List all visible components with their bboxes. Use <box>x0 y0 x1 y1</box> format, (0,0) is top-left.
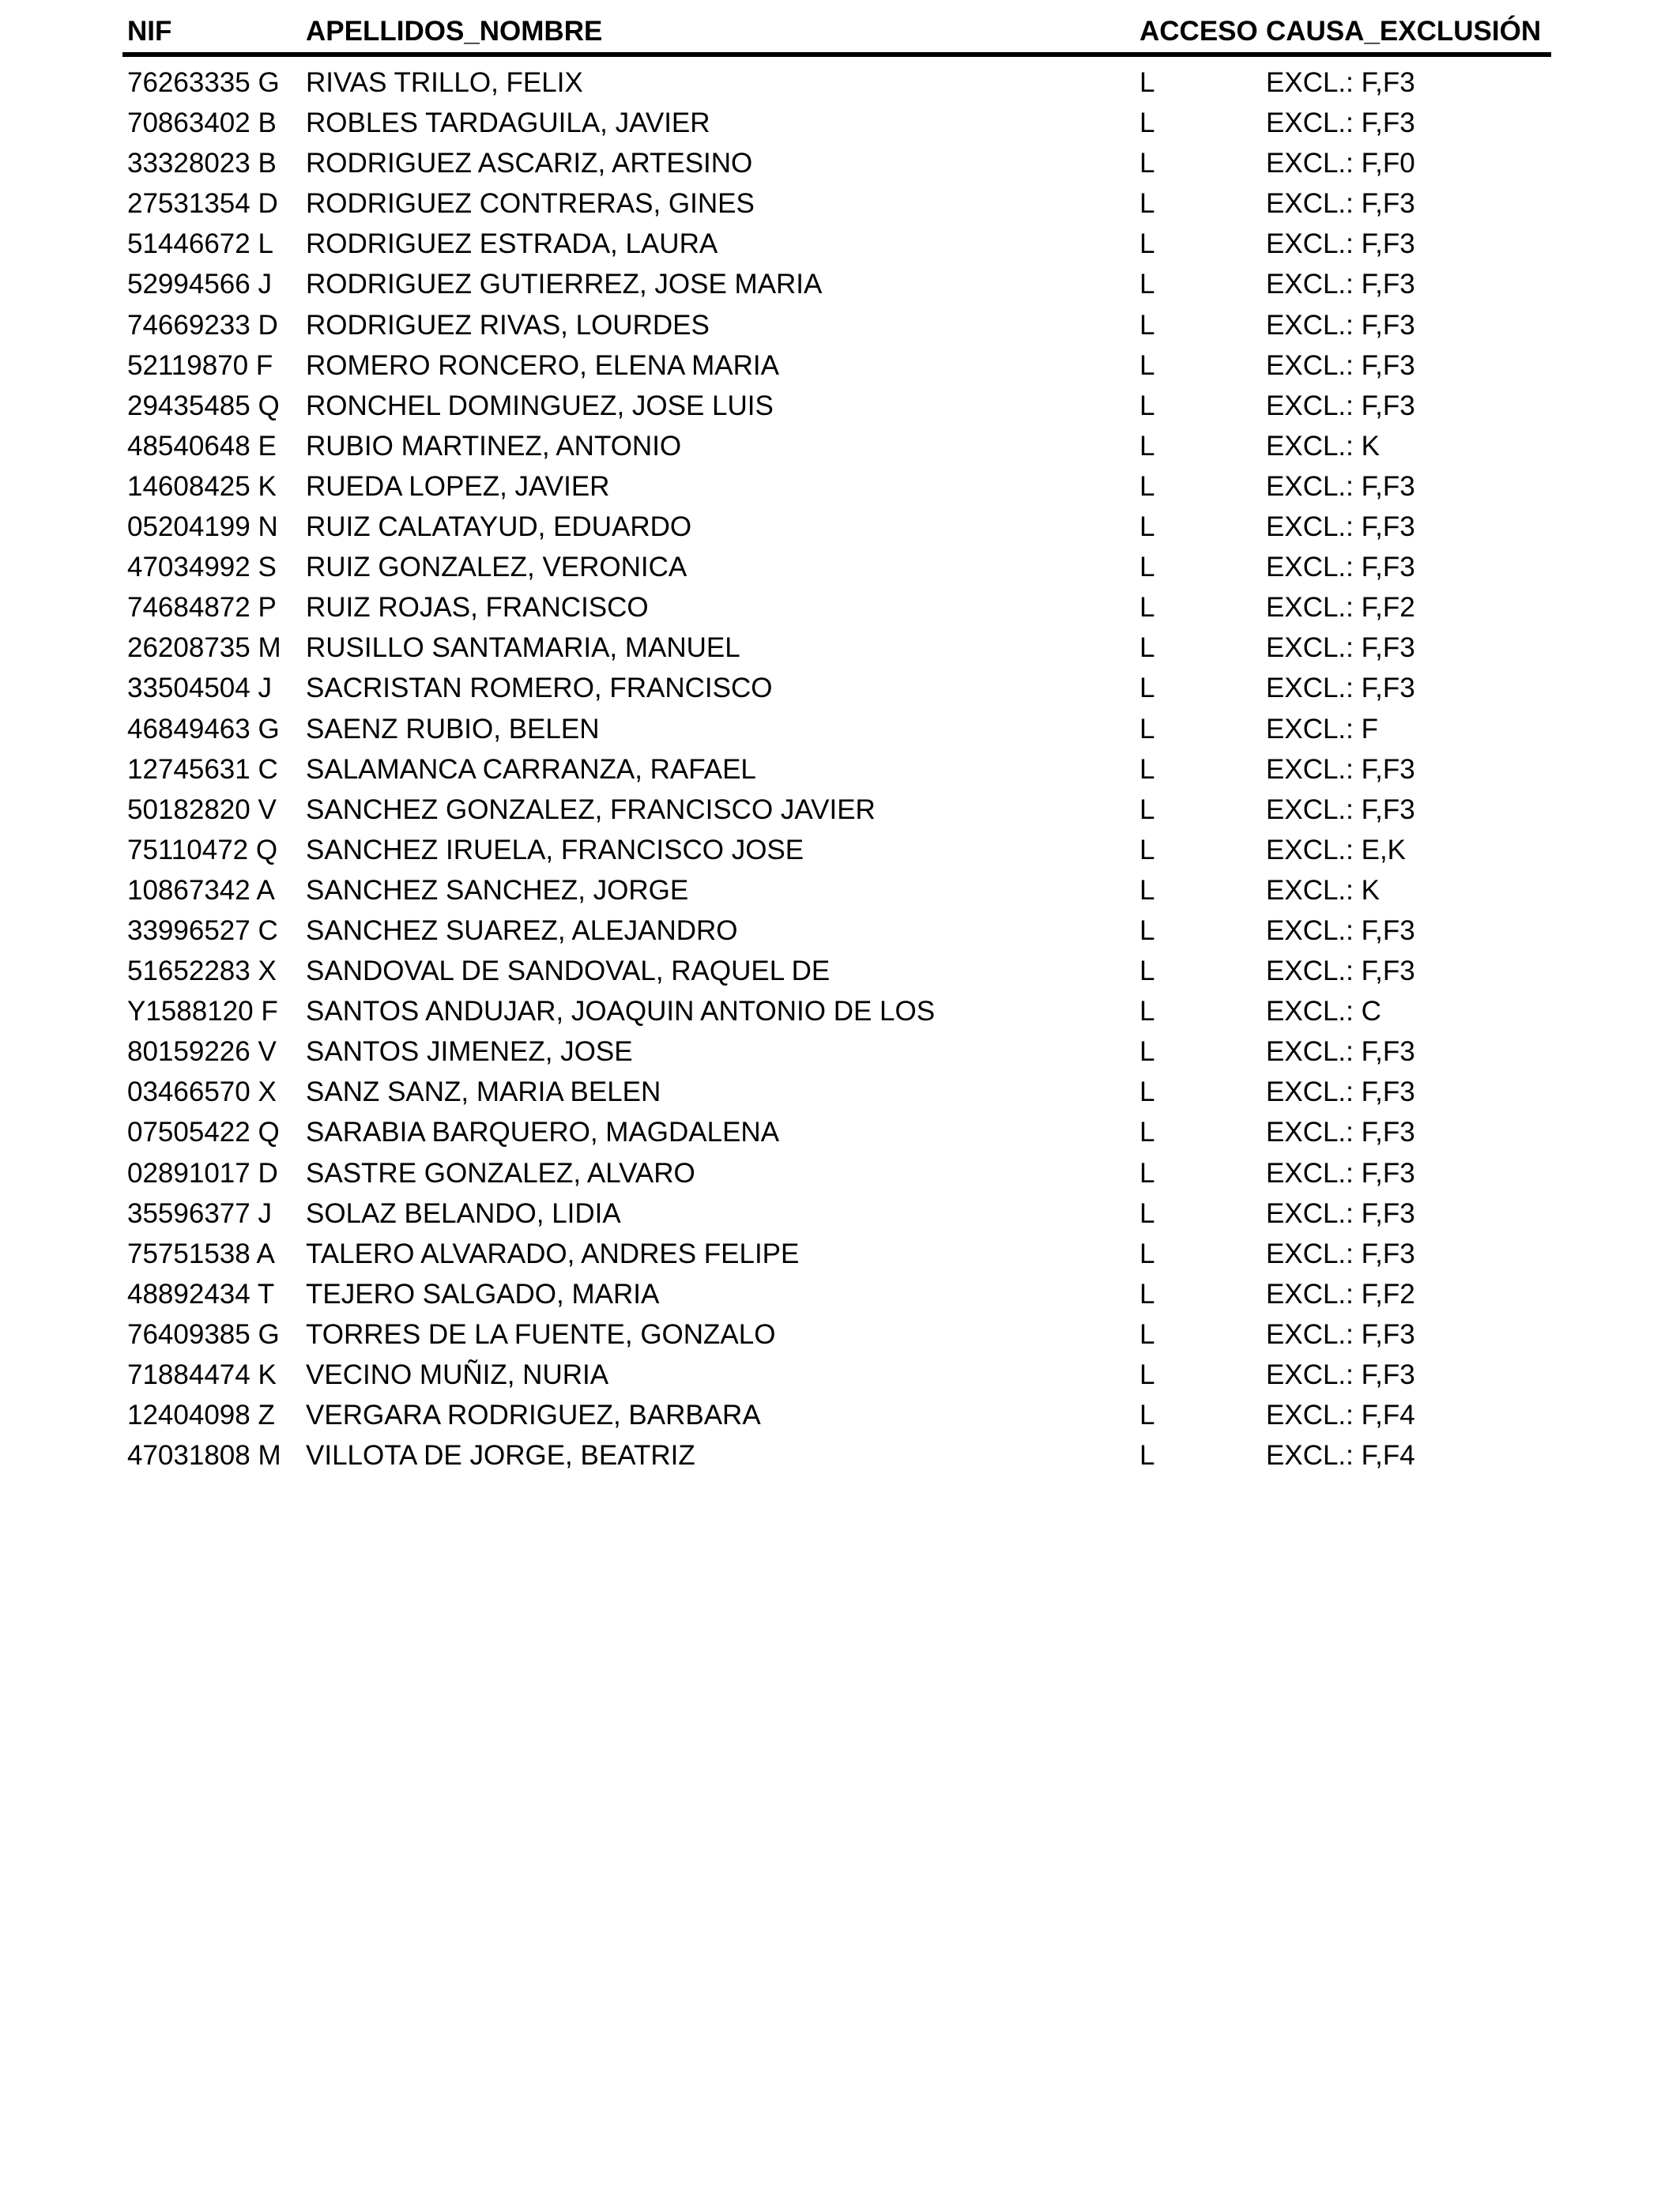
cell-causa-exclusion: EXCL.: F,F3 <box>1266 188 1415 220</box>
cell-causa-exclusion: EXCL.: C <box>1266 996 1381 1027</box>
cell-nif: 33504504 J <box>127 673 272 704</box>
cell-apellidos-nombre: VECINO MUÑIZ, NURIA <box>306 1359 609 1390</box>
cell-apellidos-nombre: RIVAS TRILLO, FELIX <box>306 67 583 98</box>
cell-acceso: L <box>1139 309 1155 341</box>
cell-acceso: L <box>1139 552 1155 583</box>
cell-nif: 48540648 E <box>127 430 277 462</box>
cell-acceso: L <box>1139 1157 1155 1189</box>
cell-apellidos-nombre: SANCHEZ IRUELA, FRANCISCO JOSE <box>306 834 804 865</box>
cell-acceso: L <box>1139 67 1155 98</box>
cell-causa-exclusion: EXCL.: F,F3 <box>1266 1197 1415 1229</box>
cell-acceso: L <box>1139 228 1155 260</box>
cell-acceso: L <box>1139 996 1155 1027</box>
cell-nif: 70863402 B <box>127 107 277 139</box>
cell-apellidos-nombre: RUBIO MARTINEZ, ANTONIO <box>306 430 682 462</box>
cell-nif: 14608425 K <box>127 470 277 502</box>
cell-apellidos-nombre: RODRIGUEZ GUTIERREZ, JOSE MARIA <box>306 269 823 300</box>
cell-apellidos-nombre: ROBLES TARDAGUILA, JAVIER <box>306 107 710 139</box>
cell-apellidos-nombre: SANDOVAL DE SANDOVAL, RAQUEL DE <box>306 956 831 987</box>
cell-causa-exclusion: EXCL.: F,F3 <box>1266 349 1415 381</box>
cell-nif: 52994566 J <box>127 269 272 300</box>
table-row <box>122 1072 1551 1112</box>
cell-causa-exclusion: EXCL.: F,F3 <box>1266 1036 1415 1068</box>
cell-acceso: L <box>1139 1278 1155 1310</box>
cell-acceso: L <box>1139 1440 1155 1472</box>
cell-causa-exclusion: EXCL.: F,F2 <box>1266 1278 1415 1310</box>
cell-acceso: L <box>1139 713 1155 745</box>
table-row <box>122 587 1551 628</box>
cell-causa-exclusion: EXCL.: F,F3 <box>1266 470 1415 502</box>
header-apellidos-nombre: APELLIDOS_NOMBRE <box>306 16 603 47</box>
table-row <box>122 709 1551 749</box>
cell-causa-exclusion: EXCL.: F,F3 <box>1266 552 1415 583</box>
cell-nif: 80159226 V <box>127 1036 277 1068</box>
cell-apellidos-nombre: VERGARA RODRIGUEZ, BARBARA <box>306 1400 761 1431</box>
cell-apellidos-nombre: RODRIGUEZ ESTRADA, LAURA <box>306 228 718 260</box>
cell-acceso: L <box>1139 834 1155 865</box>
table-row <box>122 1274 1551 1314</box>
cell-nif: 74669233 D <box>127 309 278 341</box>
table-row <box>122 790 1551 830</box>
cell-acceso: L <box>1139 632 1155 664</box>
cell-causa-exclusion: EXCL.: K <box>1266 874 1380 906</box>
cell-apellidos-nombre: RUIZ CALATAYUD, EDUARDO <box>306 511 692 543</box>
cell-causa-exclusion: EXCL.: F,F3 <box>1266 1117 1415 1148</box>
cell-causa-exclusion: EXCL.: F,F3 <box>1266 269 1415 300</box>
cell-nif: 52119870 F <box>127 349 273 381</box>
cell-acceso: L <box>1139 753 1155 785</box>
cell-acceso: L <box>1139 673 1155 704</box>
cell-causa-exclusion: EXCL.: F,F3 <box>1266 67 1415 98</box>
cell-apellidos-nombre: SARABIA BARQUERO, MAGDALENA <box>306 1117 780 1148</box>
cell-acceso: L <box>1139 511 1155 543</box>
cell-causa-exclusion: EXCL.: F,F3 <box>1266 1238 1415 1269</box>
cell-acceso: L <box>1139 914 1155 946</box>
cell-causa-exclusion: EXCL.: E,K <box>1266 834 1407 865</box>
table-row <box>122 830 1551 870</box>
table-row <box>122 1234 1551 1274</box>
cell-nif: 33328023 B <box>127 148 277 179</box>
table-row <box>122 1112 1551 1152</box>
table-body <box>122 57 1551 1476</box>
header-acceso: ACCESO <box>1139 16 1258 47</box>
cell-apellidos-nombre: TORRES DE LA FUENTE, GONZALO <box>306 1318 776 1350</box>
cell-nif: 74684872 P <box>127 592 277 624</box>
cell-causa-exclusion: EXCL.: F,F3 <box>1266 511 1415 543</box>
cell-causa-exclusion: EXCL.: F <box>1266 713 1378 745</box>
cell-causa-exclusion: EXCL.: F,F2 <box>1266 592 1415 624</box>
cell-acceso: L <box>1139 1036 1155 1068</box>
cell-apellidos-nombre: SANTOS JIMENEZ, JOSE <box>306 1036 633 1068</box>
cell-apellidos-nombre: VILLOTA DE JORGE, BEATRIZ <box>306 1440 695 1472</box>
cell-nif: 29435485 Q <box>127 390 280 421</box>
cell-apellidos-nombre: RODRIGUEZ ASCARIZ, ARTESINO <box>306 148 753 179</box>
cell-acceso: L <box>1139 1318 1155 1350</box>
cell-apellidos-nombre: ROMERO RONCERO, ELENA MARIA <box>306 349 779 381</box>
cell-causa-exclusion: EXCL.: F,F3 <box>1266 390 1415 421</box>
cell-acceso: L <box>1139 269 1155 300</box>
cell-acceso: L <box>1139 874 1155 906</box>
cell-acceso: L <box>1139 107 1155 139</box>
cell-causa-exclusion: EXCL.: F,F3 <box>1266 1359 1415 1390</box>
cell-nif: 10867342 A <box>127 874 275 906</box>
cell-nif: 35596377 J <box>127 1197 272 1229</box>
cell-causa-exclusion: EXCL.: F,F3 <box>1266 673 1415 704</box>
cell-causa-exclusion: EXCL.: K <box>1266 430 1380 462</box>
cell-apellidos-nombre: RUEDA LOPEZ, JAVIER <box>306 470 610 502</box>
cell-causa-exclusion: EXCL.: F,F3 <box>1266 914 1415 946</box>
cell-nif: Y1588120 F <box>127 996 278 1027</box>
table-row <box>122 345 1551 386</box>
cell-nif: 71884474 K <box>127 1359 277 1390</box>
cell-causa-exclusion: EXCL.: F,F3 <box>1266 1076 1415 1108</box>
cell-causa-exclusion: EXCL.: F,F3 <box>1266 107 1415 139</box>
cell-nif: 12404098 Z <box>127 1400 275 1431</box>
cell-nif: 51652283 X <box>127 956 277 987</box>
cell-nif: 75751538 A <box>127 1238 275 1269</box>
table-row <box>122 103 1551 143</box>
table-row <box>122 143 1551 183</box>
table-row <box>122 991 1551 1031</box>
table-row <box>122 183 1551 224</box>
cell-causa-exclusion: EXCL.: F,F3 <box>1266 753 1415 785</box>
cell-causa-exclusion: EXCL.: F,F4 <box>1266 1440 1415 1472</box>
cell-apellidos-nombre: SASTRE GONZALEZ, ALVARO <box>306 1157 695 1189</box>
cell-acceso: L <box>1139 470 1155 502</box>
table-row <box>122 386 1551 426</box>
cell-causa-exclusion: EXCL.: F,F4 <box>1266 1400 1415 1431</box>
cell-apellidos-nombre: SANTOS ANDUJAR, JOAQUIN ANTONIO DE LOS <box>306 996 936 1027</box>
table-row <box>122 628 1551 668</box>
table-row <box>122 1435 1551 1476</box>
cell-apellidos-nombre: SACRISTAN ROMERO, FRANCISCO <box>306 673 773 704</box>
cell-nif: 02891017 D <box>127 1157 278 1189</box>
cell-apellidos-nombre: SAENZ RUBIO, BELEN <box>306 713 600 745</box>
table-row <box>122 264 1551 304</box>
cell-apellidos-nombre: TALERO ALVARADO, ANDRES FELIPE <box>306 1238 800 1269</box>
cell-apellidos-nombre: RODRIGUEZ CONTRERAS, GINES <box>306 188 755 220</box>
cell-acceso: L <box>1139 1359 1155 1390</box>
cell-nif: 33996527 C <box>127 914 278 946</box>
cell-acceso: L <box>1139 592 1155 624</box>
cell-apellidos-nombre: SANZ SANZ, MARIA BELEN <box>306 1076 661 1108</box>
table-row <box>122 507 1551 547</box>
table-row <box>122 466 1551 507</box>
table-header <box>122 11 1551 57</box>
cell-apellidos-nombre: TEJERO SALGADO, MARIA <box>306 1278 660 1310</box>
cell-nif: 07505422 Q <box>127 1117 280 1148</box>
cell-apellidos-nombre: RUIZ GONZALEZ, VERONICA <box>306 552 687 583</box>
header-causa-exclusion: CAUSA_EXCLUSIÓN <box>1266 16 1542 47</box>
table-row <box>122 1314 1551 1355</box>
cell-acceso: L <box>1139 1400 1155 1431</box>
table-row <box>122 870 1551 910</box>
cell-acceso: L <box>1139 148 1155 179</box>
table-row <box>122 426 1551 466</box>
cell-causa-exclusion: EXCL.: F,F3 <box>1266 228 1415 260</box>
cell-apellidos-nombre: SANCHEZ GONZALEZ, FRANCISCO JAVIER <box>306 794 876 825</box>
cell-nif: 76409385 G <box>127 1318 280 1350</box>
cell-causa-exclusion: EXCL.: F,F3 <box>1266 956 1415 987</box>
cell-acceso: L <box>1139 794 1155 825</box>
cell-acceso: L <box>1139 956 1155 987</box>
cell-apellidos-nombre: RONCHEL DOMINGUEZ, JOSE LUIS <box>306 390 774 421</box>
cell-nif: 05204199 N <box>127 511 278 543</box>
table-row <box>122 224 1551 264</box>
table-row <box>122 951 1551 991</box>
cell-acceso: L <box>1139 390 1155 421</box>
table-row <box>122 1355 1551 1395</box>
table-row <box>122 910 1551 951</box>
table-row <box>122 1153 1551 1193</box>
cell-nif: 47034992 S <box>127 552 277 583</box>
cell-apellidos-nombre: RUIZ ROJAS, FRANCISCO <box>306 592 649 624</box>
cell-nif: 46849463 G <box>127 713 280 745</box>
cell-causa-exclusion: EXCL.: F,F3 <box>1266 1318 1415 1350</box>
cell-acceso: L <box>1139 349 1155 381</box>
table-row <box>122 305 1551 345</box>
cell-nif: 50182820 V <box>127 794 277 825</box>
cell-apellidos-nombre: RUSILLO SANTAMARIA, MANUEL <box>306 632 740 664</box>
cell-causa-exclusion: EXCL.: F,F3 <box>1266 794 1415 825</box>
cell-nif: 51446672 L <box>127 228 273 260</box>
cell-acceso: L <box>1139 1117 1155 1148</box>
cell-apellidos-nombre: SANCHEZ SUAREZ, ALEJANDRO <box>306 914 738 946</box>
cell-acceso: L <box>1139 1076 1155 1108</box>
header-nif: NIF <box>127 16 172 47</box>
cell-acceso: L <box>1139 1238 1155 1269</box>
cell-nif: 03466570 X <box>127 1076 277 1108</box>
cell-acceso: L <box>1139 430 1155 462</box>
cell-nif: 12745631 C <box>127 753 278 785</box>
table-row <box>122 668 1551 708</box>
cell-apellidos-nombre: SALAMANCA CARRANZA, RAFAEL <box>306 753 756 785</box>
cell-apellidos-nombre: SANCHEZ SANCHEZ, JORGE <box>306 874 689 906</box>
cell-apellidos-nombre: SOLAZ BELANDO, LIDIA <box>306 1197 621 1229</box>
cell-acceso: L <box>1139 188 1155 220</box>
table-row <box>122 62 1551 103</box>
exclusion-table <box>122 11 1551 1476</box>
cell-apellidos-nombre: RODRIGUEZ RIVAS, LOURDES <box>306 309 710 341</box>
cell-nif: 76263335 G <box>127 67 280 98</box>
table-row <box>122 1395 1551 1435</box>
cell-causa-exclusion: EXCL.: F,F3 <box>1266 632 1415 664</box>
table-row <box>122 547 1551 587</box>
cell-causa-exclusion: EXCL.: F,F3 <box>1266 1157 1415 1189</box>
cell-nif: 75110472 Q <box>127 834 278 865</box>
cell-causa-exclusion: EXCL.: F,F3 <box>1266 309 1415 341</box>
cell-nif: 26208735 M <box>127 632 281 664</box>
table-row <box>122 1193 1551 1234</box>
cell-acceso: L <box>1139 1197 1155 1229</box>
cell-nif: 47031808 M <box>127 1440 281 1472</box>
cell-nif: 27531354 D <box>127 188 278 220</box>
table-row <box>122 1031 1551 1072</box>
cell-nif: 48892434 T <box>127 1278 275 1310</box>
table-row <box>122 749 1551 790</box>
cell-causa-exclusion: EXCL.: F,F0 <box>1266 148 1415 179</box>
